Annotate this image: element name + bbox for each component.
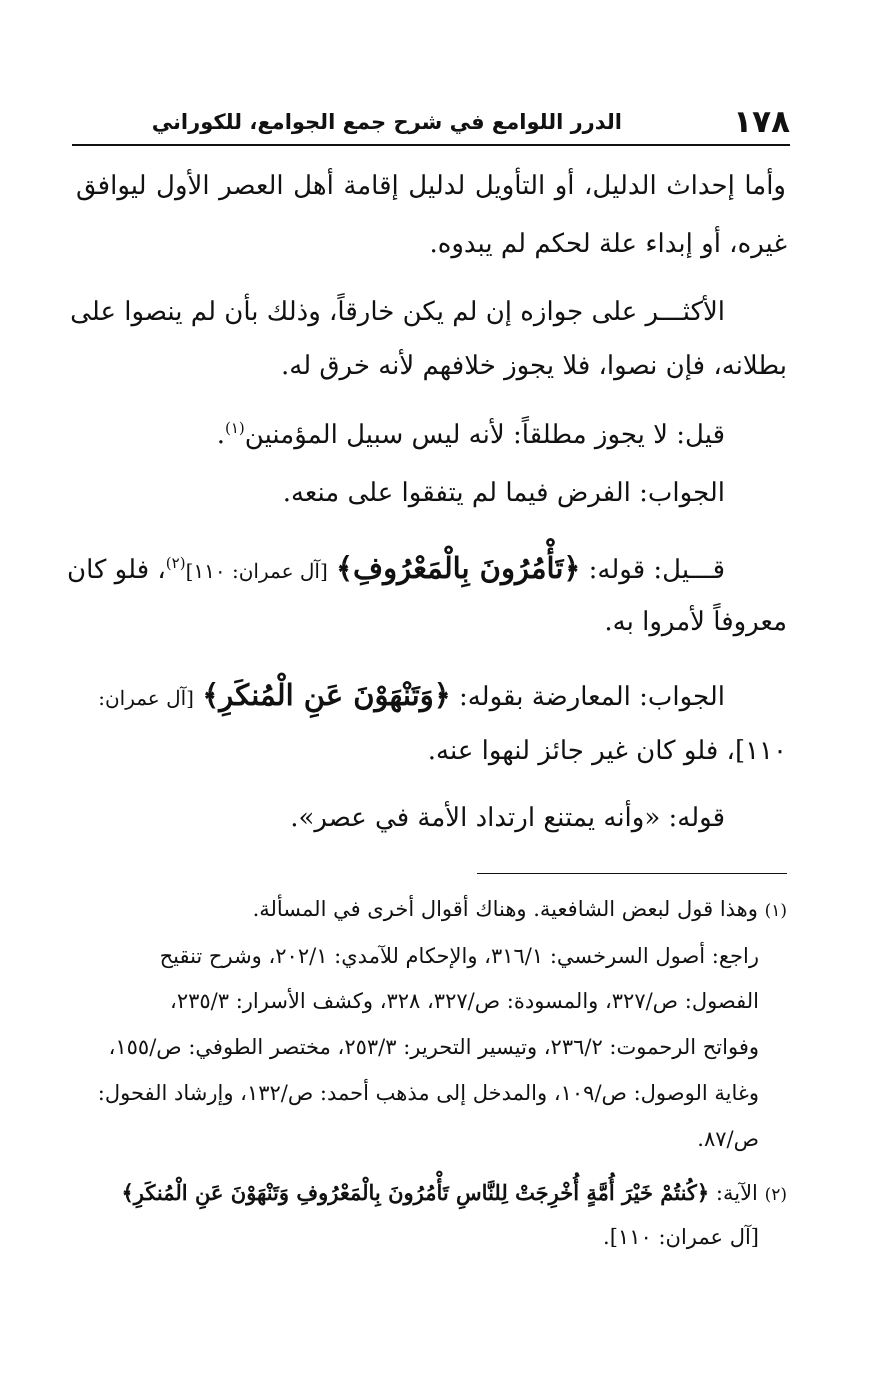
paragraph-line: قوله: «وأنه يمتنع ارتداد الأمة في عصر». <box>290 803 725 833</box>
verse-reference: [آل عمران: <box>98 686 194 710</box>
page-header <box>72 100 790 146</box>
footnote-line: [آل عمران: ١١٠]. <box>603 1225 759 1249</box>
running-title: الدرر اللوامع في شرح جمع الجوامع، للكوراني <box>151 110 622 134</box>
paragraph-line: الجواب: الفرض فيما لم يتفقوا على منعه. <box>282 478 725 508</box>
paragraph-line: معروفاً لأمروا به. <box>604 607 787 637</box>
footnote-line: وفواتح الرحموت: ٢٣٦/٢، وتيسير التحرير: ٢٥٣/٣، مختصر الطوفي: ص/١٥٥، <box>108 1035 759 1059</box>
paragraph-line: غيره، أو إبداء علة لحكم لم يبدوه. <box>429 229 787 259</box>
footnote-line: ص/٨٧. <box>697 1127 759 1151</box>
footnote-number: (١) <box>764 901 787 921</box>
footnote-line: راجع: أصول السرخسي: ٣١٦/١، والإحكام للآمدي: ٢٠٢/١، وشرح تنقيح <box>159 944 759 968</box>
paragraph-line: ١١٠]، فلو كان غير جائز لنهوا عنه. <box>427 736 787 766</box>
footnote-line <box>253 892 787 928</box>
footnote-line: وغاية الوصول: ص/١٠٩، والمدخل إلى مذهب أحمد: ص/١٣٢، وإرشاد الفحول: <box>97 1081 759 1105</box>
paragraph-text: الجواب: المعارضة بقوله: <box>458 682 725 712</box>
paragraph-text: . <box>216 420 225 450</box>
quran-verse: ﴿وَتَنْهَوْنَ عَنِ الْمُنكَرِ﴾ <box>202 678 451 712</box>
footnote-text: وهذا قول لبعض الشافعية. وهناك أقوال أخرى في المسألة. <box>252 897 758 921</box>
paragraph-text: قيل: لا يجوز مطلقاً: لأنه ليس سبيل المؤمنين <box>244 420 725 450</box>
verse-reference: [آل عمران: ١١٠] <box>185 559 328 583</box>
page-number: ١٧٨ <box>733 104 790 140</box>
footnote-separator <box>477 873 787 874</box>
footnote-line <box>121 1176 787 1212</box>
paragraph-text: ، فلو كان <box>67 555 166 585</box>
paragraph-line <box>217 408 725 455</box>
footnote-text: الآية: <box>715 1181 758 1205</box>
paragraph-line <box>98 675 725 718</box>
footnote-marker[interactable]: (١) <box>225 419 245 437</box>
paragraph-text: قـــيل: قوله: <box>588 555 725 585</box>
footnote-number: (٢) <box>764 1185 787 1205</box>
quran-verse: ﴿تَأْمُرُونَ بِالْمَعْرُوفِ﴾ <box>336 551 581 585</box>
paragraph-line: وأما إحداث الدليل، أو التأويل لدليل إقامة أهل العصر الأول ليوافق <box>76 171 786 201</box>
paragraph-line: الأكثـــر على جوازه إن لم يكن خارقاً، وذلك بأن لم ينصوا على <box>70 297 725 327</box>
paragraph-line <box>67 543 725 591</box>
footnote-marker[interactable]: (٢) <box>165 554 186 572</box>
footnote-line: الفصول: ص/٣٢٧، والمسودة: ص/٣٢٧، ٣٢٨، وكشف الأسرار: ٢٣٥/٣، <box>170 989 759 1013</box>
quran-verse: ﴿كُنتُمْ خَيْرَ أُمَّةٍ أُخْرِجَتْ لِلنَّاسِ تَأْمُرُونَ بِالْمَعْرُوفِ وَتَنْهَوْنَ عَنِ الْمُنكَرِ﴾ <box>121 1180 710 1205</box>
paragraph-line: بطلانه، فإن نصوا، فلا يجوز خلافهم لأنه خرق له. <box>280 351 787 381</box>
